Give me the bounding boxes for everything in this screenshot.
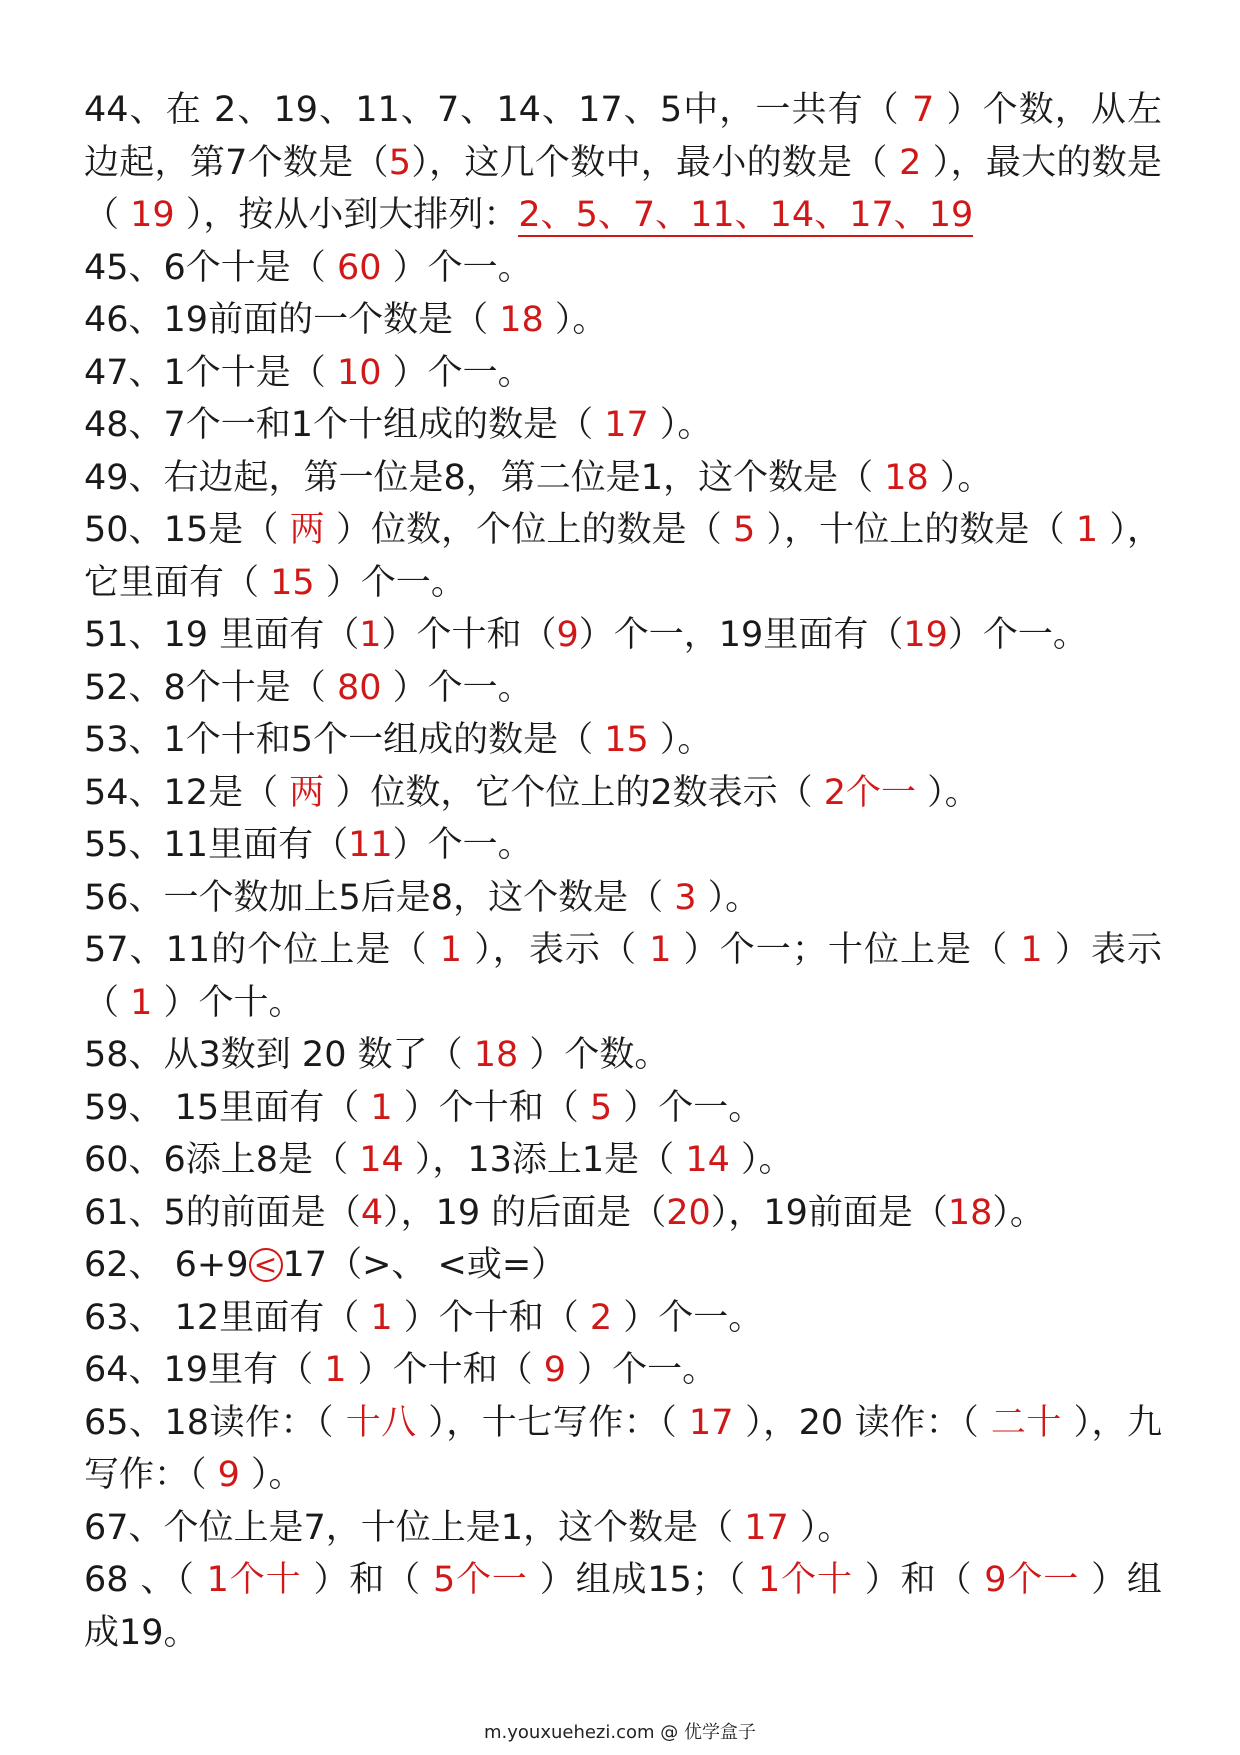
question-54 <box>84 767 1162 820</box>
question-59 <box>84 1082 1162 1135</box>
answer: 二十 <box>990 1402 1062 1443</box>
question-text: ）个一。 <box>566 1350 718 1390</box>
question-text: 63、 12里面有（ <box>84 1297 371 1338</box>
question-text: ）表示（ <box>84 930 1162 1023</box>
question-text: ），表示（ <box>462 930 650 970</box>
question-65 <box>84 1397 1162 1502</box>
question-45 <box>84 242 1162 295</box>
question-text: 45、6个十是（ <box>84 247 337 288</box>
question-text: ）。 <box>543 300 608 340</box>
question-text: ）。 <box>928 457 993 498</box>
answer: 1 <box>359 615 382 655</box>
question-68 <box>84 1554 1162 1659</box>
question-text: 50、15是（ <box>84 510 290 550</box>
question-text: 46、19前面的一个数是（ <box>84 300 500 340</box>
question-text: ）个一。 <box>612 1087 764 1128</box>
question-text: ）个一。 <box>381 667 533 708</box>
question-text: ）个十和（ <box>392 1297 590 1338</box>
question-51 <box>84 609 1162 662</box>
answer: 1 <box>1020 930 1043 970</box>
question-text: ）个数。 <box>518 1035 670 1075</box>
answer: 17 <box>604 405 649 445</box>
answer: 1 <box>439 930 463 970</box>
question-text: ）个一。 <box>392 825 533 865</box>
question-text: ），九写作：（ <box>84 1402 1162 1495</box>
answer: 3 <box>674 877 697 918</box>
question-text: ），最大的数是（ <box>84 142 1162 235</box>
question-text: ）和（ <box>301 1560 433 1600</box>
question-46 <box>84 294 1162 347</box>
answer: 19 <box>130 195 175 235</box>
answer: 1 <box>324 1350 347 1390</box>
question-text: ）个十和（ <box>381 615 557 655</box>
question-text: ），13添上1是（ <box>403 1140 686 1180</box>
answer: 1 <box>1075 510 1099 550</box>
answer: 5 <box>733 510 756 550</box>
question-52 <box>84 662 1162 715</box>
question-text: ）个十和（ <box>392 1087 590 1128</box>
question-text: ）位数，个位上的数是（ <box>324 510 734 550</box>
question-60 <box>84 1134 1162 1187</box>
question-text: ）。 <box>992 1192 1045 1233</box>
answer: 9 <box>543 1350 567 1390</box>
answer: 17 <box>744 1507 789 1548</box>
question-53 <box>84 714 1162 767</box>
question-text: ）个十。 <box>152 982 304 1023</box>
question-text: ）组成15；（ <box>527 1560 758 1600</box>
answer: 2 <box>589 1297 613 1338</box>
question-text: ）个数，从左边起，第7个数是（ <box>84 90 1162 183</box>
answer: 18 <box>884 457 929 498</box>
answer: 1个十 <box>758 1560 853 1600</box>
question-text: 60、6添上8是（ <box>84 1140 360 1180</box>
question-text: ）。 <box>648 405 713 445</box>
answer: 两 <box>289 510 325 550</box>
answer: 17 <box>688 1402 734 1443</box>
question-text: 48、7个一和1个十组成的数是（ <box>84 405 605 445</box>
answer: 5 <box>589 1087 613 1128</box>
question-text: ）个一。 <box>381 352 533 393</box>
answer: 14 <box>685 1140 730 1180</box>
answer: 18 <box>499 300 544 340</box>
answer: 19 <box>903 615 948 655</box>
question-text: 64、19里有（ <box>84 1350 325 1390</box>
answer: 5个一 <box>432 1560 528 1600</box>
answer: 9 <box>217 1455 240 1495</box>
question-text: ）个一；十位上是（ <box>671 930 1021 970</box>
answer: 4 <box>360 1192 384 1233</box>
question-text: 55、11里面有（ <box>84 825 349 865</box>
answer: 10 <box>336 352 382 393</box>
question-text: 62、 6+9 <box>84 1245 249 1285</box>
answer: 5 <box>388 142 412 183</box>
answer: 1 <box>370 1087 393 1128</box>
answer: 9 <box>556 615 579 655</box>
question-58 <box>84 1029 1162 1082</box>
answer: 1 <box>370 1297 393 1338</box>
question-48 <box>84 399 1162 452</box>
answer: 两 <box>289 772 325 813</box>
question-text: ）组成19。 <box>84 1560 1162 1653</box>
question-text: 68 、（ <box>84 1560 207 1600</box>
answer: 15 <box>270 562 315 603</box>
answer: 20 <box>666 1192 711 1233</box>
question-text: 49、右边起，第一位是8，第二位是1，这个数是（ <box>84 457 885 498</box>
footer-watermark <box>0 1718 1240 1744</box>
question-text: ）。 <box>696 877 761 918</box>
answer: 9个一 <box>984 1560 1080 1600</box>
question-text: ）和（ <box>852 1560 985 1600</box>
question-50 <box>84 504 1162 609</box>
question-text: 57、11的个位上是（ <box>84 930 440 970</box>
question-56 <box>84 872 1162 925</box>
question-text: 54、12是（ <box>84 772 290 813</box>
question-62 <box>84 1239 1162 1292</box>
answer: 18 <box>947 1192 993 1233</box>
question-text: ），十位上的数是（ <box>755 510 1076 550</box>
question-text: ）个十和（ <box>346 1350 544 1390</box>
question-63 <box>84 1292 1162 1345</box>
question-list <box>84 84 1162 1659</box>
footer-text: m.youxuehezi.com @ 优学盒子 <box>483 1722 756 1743</box>
answer: 7 <box>912 90 935 130</box>
question-text: 56、一个数加上5后是8，这个数是（ <box>84 877 675 918</box>
question-67 <box>84 1502 1162 1555</box>
answer: 14 <box>359 1140 404 1180</box>
answer-underlined: 2、5、7、11、14、17、19 <box>518 195 974 235</box>
question-text: 52、8个十是（ <box>84 667 337 708</box>
question-text: ）个一。 <box>612 1297 764 1338</box>
answer: 15 <box>604 720 649 760</box>
question-text: 51、19 里面有（ <box>84 615 360 655</box>
question-text: 61、5的前面是（ <box>84 1192 361 1233</box>
answer: 1 <box>649 930 672 970</box>
question-text: ），20 读作：（ <box>733 1402 991 1443</box>
question-text: ），按从小到大排列： <box>174 195 519 235</box>
question-text: 58、从3数到 20 数了（ <box>84 1035 474 1075</box>
question-text: ）。 <box>239 1455 304 1495</box>
question-text: 67、个位上是7，十位上是1，这个数是（ <box>84 1507 745 1548</box>
answer: 十八 <box>345 1402 417 1443</box>
answer: 11 <box>348 825 393 865</box>
answer: 2个一 <box>823 772 917 813</box>
question-text: ）个一。 <box>314 562 466 603</box>
question-text: ）个一。 <box>947 615 1088 655</box>
question-text: ），十七写作：（ <box>416 1402 689 1443</box>
question-55 <box>84 819 1162 872</box>
question-text: 17（>、 <或=） <box>282 1245 567 1285</box>
answer: 2 <box>899 142 922 183</box>
question-47 <box>84 347 1162 400</box>
question-text: ），它里面有（ <box>84 510 1162 603</box>
question-text: ）。 <box>916 772 980 813</box>
question-64 <box>84 1344 1162 1397</box>
question-text: 53、1个十和5个一组成的数是（ <box>84 720 605 760</box>
question-text: ），这几个数中，最小的数是（ <box>411 142 900 183</box>
answer: 1 <box>130 982 153 1023</box>
question-text: 47、1个十是（ <box>84 352 337 393</box>
question-61 <box>84 1187 1162 1240</box>
question-text: ），19前面是（ <box>710 1192 948 1233</box>
question-text: ）个一，19里面有（ <box>578 615 904 655</box>
answer: 80 <box>336 667 382 708</box>
question-text: ）。 <box>648 720 713 760</box>
question-44 <box>84 84 1162 242</box>
question-text: 65、18读作：（ <box>84 1402 346 1443</box>
question-text: ），19 的后面是（ <box>383 1192 667 1233</box>
answer: 1个十 <box>206 1560 302 1600</box>
question-text: 59、 15里面有（ <box>84 1087 371 1128</box>
question-text: ）。 <box>788 1507 853 1548</box>
answer: 18 <box>473 1035 519 1075</box>
question-text: 44、在 2、19、11、7、14、17、5中，一共有（ <box>84 90 912 130</box>
answer: 60 <box>336 247 382 288</box>
question-57 <box>84 924 1162 1029</box>
question-text: ）位数，它个位上的2数表示（ <box>324 772 824 813</box>
question-49 <box>84 452 1162 505</box>
question-text: ）。 <box>729 1140 794 1180</box>
question-text: ）个一。 <box>381 247 533 288</box>
circled-answer: < <box>249 1248 283 1282</box>
